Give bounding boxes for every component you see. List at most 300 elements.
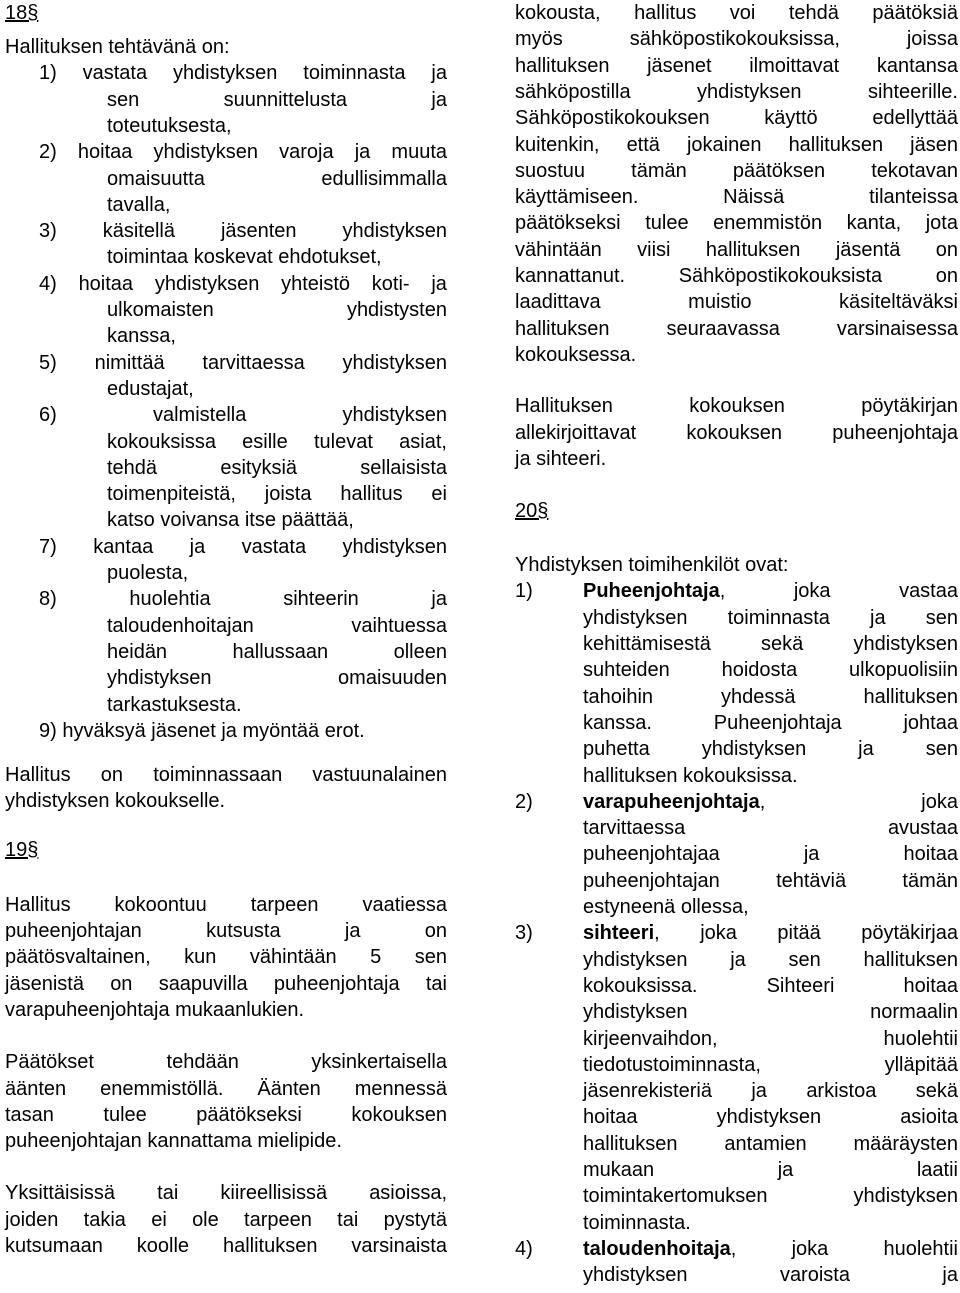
paragraph-line (5, 1180, 447, 1206)
list-item-line (39, 586, 447, 612)
word: yhdistyksen (583, 1001, 688, 1024)
word: käyttämiseen. (515, 186, 639, 209)
word: kokouksissa. (583, 974, 698, 997)
word: kokouksen (686, 421, 783, 444)
list-item-line (39, 534, 447, 560)
word: tehdä (107, 456, 158, 479)
officer-number: 2) (515, 790, 533, 813)
word: takia (83, 1208, 126, 1231)
word: ole (192, 1208, 219, 1231)
list-item-line (39, 218, 447, 244)
section-heading: 19§ (5, 838, 39, 861)
list-item-line (39, 271, 447, 297)
officer-number: 1) (515, 580, 533, 603)
officer-description-line (583, 973, 958, 999)
word: yhdistysten (346, 299, 447, 321)
word: yksinkertaisella (311, 1051, 447, 1074)
word: suhteiden (583, 659, 670, 682)
word: yhdistyksen (583, 606, 688, 629)
word: yhdistyksen (583, 1264, 688, 1287)
word: laadittava (515, 291, 601, 314)
word: valmistella (152, 404, 247, 427)
officer-description-line (583, 1131, 958, 1157)
word: tämän (902, 869, 958, 892)
paragraph-line (515, 184, 958, 210)
word: normaalin (870, 1001, 958, 1024)
word: Sihteeri (766, 974, 835, 997)
officer-description-line (583, 605, 958, 631)
officer-description-line (583, 710, 958, 736)
word: 8) (39, 588, 57, 611)
word: päätöksen (732, 159, 826, 182)
word: yhdistyksen (697, 80, 802, 103)
word: olleen (393, 640, 447, 663)
paragraph-line (515, 79, 958, 105)
officer-title-group (583, 789, 765, 815)
paragraph-line (515, 420, 958, 446)
word: yhdistyksen (172, 62, 278, 85)
word: omaisuutta (107, 167, 205, 190)
word: joista (264, 483, 312, 506)
officer-title-group (583, 920, 660, 946)
paragraph-line (515, 393, 958, 419)
word: toiminnassaan (153, 764, 283, 787)
word: kokoontuu (114, 893, 207, 916)
word: suostuu (515, 159, 586, 182)
word: hoitaa (583, 1106, 638, 1129)
word: yhdistyksen (107, 667, 212, 690)
word: yhdistyksen (716, 1106, 822, 1129)
word: ja (870, 606, 886, 629)
word: kutsumaan (5, 1235, 103, 1257)
list-item-line (107, 455, 447, 481)
paragraph-line (5, 1102, 447, 1128)
word: koti- (371, 272, 410, 295)
officer-first-line (515, 1236, 958, 1262)
word: on (935, 238, 958, 261)
word: Päätökset (5, 1051, 94, 1074)
officer-description-line (583, 631, 958, 657)
word: tai (157, 1182, 179, 1205)
word: hallituksen (515, 317, 610, 340)
paragraph-line (5, 944, 447, 970)
word: on (100, 764, 124, 787)
paragraph-line (5, 1076, 447, 1102)
word: ja (751, 1080, 767, 1103)
word: yhdessä (721, 685, 796, 708)
word: huolehtii (883, 1027, 958, 1050)
word: vastuunalainen (312, 764, 447, 787)
word: kanssa. (583, 711, 652, 734)
word: kokouksen (689, 395, 785, 418)
word: taloudenhoitajan (107, 614, 254, 637)
officer-number: 3) (515, 922, 533, 945)
word: on (424, 920, 447, 942)
paragraph-line (515, 132, 958, 158)
section-heading: 18§ (5, 2, 39, 24)
paragraph-line (515, 26, 958, 52)
list-item-line: toteutuksesta, (107, 114, 232, 137)
list-item-line: puolesta, (107, 562, 189, 584)
paragraph-line (5, 971, 447, 997)
officer-description-line (583, 841, 958, 867)
word: Sähköpostikokouksista (678, 265, 883, 287)
officer-title-line (583, 1236, 958, 1262)
paragraph-line (515, 289, 958, 315)
word: tehtäviä (776, 869, 847, 892)
word: vaatiessa (362, 893, 447, 916)
word: kokouksissa (107, 430, 216, 453)
word: hallituksen (222, 1235, 318, 1257)
word: tai (425, 972, 447, 995)
word: allekirjoittavat (515, 421, 637, 444)
word: sen (925, 738, 958, 761)
officer-title: sihteeri (583, 922, 655, 945)
paragraph-line: ja sihteeri. (515, 447, 607, 470)
word: kantansa (876, 54, 958, 77)
word: saapuvilla (158, 972, 248, 995)
officer-description-line (583, 947, 958, 973)
word: Puheenjohtaja (713, 711, 842, 734)
word: kanta, (846, 212, 902, 235)
list-item-line (107, 481, 447, 507)
officer-title-line (583, 578, 958, 604)
word: puheenjohtajan (5, 920, 142, 942)
word: Äänten (257, 1077, 321, 1100)
word: yhdistyksen (153, 141, 259, 164)
word: joka (793, 580, 831, 603)
word: varoista (779, 1264, 850, 1287)
list-item-line (39, 350, 447, 376)
word: viisi (637, 238, 671, 261)
word: on (935, 265, 958, 287)
officer-description-line (583, 868, 958, 894)
list-item-line: kanssa, (107, 325, 176, 348)
list-item-line: tarkastuksesta. (107, 693, 242, 716)
paragraph-line (515, 105, 958, 131)
officer-description-line (583, 1262, 958, 1288)
word: pystytä (383, 1208, 447, 1231)
word: 5 (370, 946, 382, 969)
officer-description-line (583, 1157, 958, 1183)
paragraph-line (515, 237, 958, 263)
word: Yksittäisissä (5, 1182, 116, 1205)
officer-description-line: toiminnasta. (583, 1211, 691, 1234)
word: sen (788, 948, 821, 971)
word: varsinaista (351, 1235, 447, 1257)
word: puheenjohtaja (273, 972, 400, 995)
word: sähköpostikokouksissa, (629, 28, 840, 51)
word: vähintään (515, 238, 602, 261)
word: hallituksen (583, 1132, 678, 1155)
list-item-line (107, 429, 447, 455)
word: jäsentä (835, 238, 901, 261)
word: puheenjohtaja (832, 421, 958, 444)
list-item-line (107, 639, 447, 665)
word: kantaa (93, 535, 154, 558)
paragraph-line: kokouksessa. (515, 343, 637, 366)
word: huolehtia (129, 588, 211, 611)
word: toimenpiteistä, (107, 483, 236, 506)
word: yhdistyksen (342, 404, 447, 427)
officer-description-line (583, 1078, 958, 1104)
word: tiedotustoiminnasta, (583, 1053, 761, 1076)
list-item-line: edustajat, (107, 377, 194, 400)
list-item-line (107, 613, 447, 639)
word: esille (242, 430, 288, 453)
paragraph-line: varapuheenjohtaja mukaanlukien. (5, 998, 305, 1021)
word: varoja (279, 141, 334, 164)
word: edullisimmalla (321, 167, 447, 190)
word: toiminnasta (727, 606, 830, 629)
word: jäsenrekisteriä (583, 1080, 712, 1103)
word: käyttö (764, 107, 818, 130)
word: kun (184, 946, 217, 969)
word: sekä (761, 633, 804, 655)
word: ulkomaisten (107, 299, 214, 321)
word: tarpeen (250, 893, 319, 916)
word: sellaisista (360, 456, 447, 479)
word: tarvittaessa (202, 351, 305, 374)
paragraph-line: Yhdistyksen toimihenkilöt ovat: (515, 554, 789, 577)
word: hallituksen (788, 133, 884, 156)
officer-title: varapuheenjohtaja (583, 790, 760, 813)
word: yhdistyksen (853, 633, 958, 655)
word: 1) (39, 62, 57, 85)
word: kehittämisestä (583, 633, 711, 655)
word: tarpeen (244, 1208, 312, 1231)
word: tehdään (166, 1051, 239, 1074)
word: yhteistö (281, 272, 351, 295)
word: kiireellisissä (220, 1182, 328, 1205)
word: ulkopuolisiin (849, 659, 958, 682)
officer-description-line (583, 1026, 958, 1052)
word: yhdistyksen (154, 272, 260, 295)
paragraph-line (515, 263, 958, 289)
word: kutsusta (206, 920, 281, 942)
word: ja (344, 920, 361, 942)
officer-title: Puheenjohtaja (583, 580, 720, 603)
word: sihteerille. (867, 80, 958, 103)
word: puheenjohtajaa (583, 843, 720, 866)
word: edellyttää (872, 107, 958, 130)
word: hallitus (340, 483, 403, 506)
word: tämän (631, 159, 687, 182)
word: joka (791, 1237, 829, 1260)
word: toiminnasta (303, 62, 406, 85)
word: kuitenkin, (515, 133, 600, 156)
word: koolle (136, 1235, 190, 1257)
punctuation: , (719, 580, 726, 603)
word: hoitaa (78, 272, 134, 295)
word: voi (729, 2, 756, 24)
word: vaihtuessa (351, 614, 447, 637)
word: esityksiä (220, 456, 298, 479)
paragraph-line (5, 1207, 447, 1233)
punctuation: , (730, 1237, 737, 1260)
word: asioita (900, 1106, 958, 1129)
paragraph-line (5, 1233, 447, 1259)
word: puhetta (583, 738, 650, 761)
word: vähintään (249, 946, 337, 969)
word: heidän (107, 640, 168, 663)
word: pöytäkirjaa (861, 922, 958, 945)
word: jäsenet (647, 54, 712, 77)
word: 4) (39, 272, 57, 295)
list-item-line (39, 402, 447, 428)
word: pöytäkirjan (861, 395, 958, 418)
word: hoitaa (77, 141, 133, 164)
word: johtaa (903, 711, 958, 734)
list-item-line: toimintaa koskevat ehdotukset, (107, 246, 382, 269)
word: hallituksen (515, 54, 610, 77)
word: laatii (916, 1159, 958, 1181)
list-item-line (107, 87, 447, 113)
officer-title: taloudenhoitaja (583, 1237, 731, 1260)
word: hallitus (634, 2, 697, 24)
word: mukaan (583, 1159, 655, 1181)
word: 2) (39, 141, 57, 164)
word: joka (700, 922, 737, 945)
word: ilmoittavat (749, 54, 840, 77)
officer-description-line (583, 1104, 958, 1130)
officer-description-line (583, 657, 958, 683)
word: 5) (39, 351, 57, 374)
list-item-line (39, 60, 447, 86)
officer-title-line (583, 789, 958, 815)
word: yhdistyksen (342, 535, 447, 558)
list-item-line (107, 665, 447, 691)
word: pitää (777, 922, 821, 945)
word: joka (921, 790, 958, 813)
officer-description-line: hallituksen kokouksissa. (583, 764, 798, 787)
paragraph-line: yhdistyksen kokoukselle. (5, 790, 226, 813)
section-heading: 20§ (515, 500, 549, 523)
word: seuraavassa (666, 317, 780, 340)
word: hoidosta (721, 659, 798, 682)
word: asioissa, (369, 1182, 447, 1205)
word: 3) (39, 220, 57, 243)
word: että (626, 133, 660, 156)
officer-description-line (583, 684, 958, 710)
word: muistio (688, 291, 752, 314)
officer-number: 4) (515, 1237, 533, 1260)
word: päätösvaltainen, (5, 946, 151, 969)
word: jota (925, 212, 958, 235)
word: jäsenten (220, 220, 297, 243)
word: muuta (391, 141, 447, 164)
word: Sähköpostikokouksen (515, 107, 710, 130)
word: enemmistön (713, 212, 823, 235)
officer-title-group (583, 578, 725, 604)
paragraph-line (515, 210, 958, 236)
word: kokouksen (351, 1103, 447, 1126)
paragraph-line (5, 1049, 447, 1075)
word: antamien (724, 1132, 807, 1155)
punctuation: , (654, 922, 660, 945)
paragraph-line: puheenjohtajan kannattama mielipide. (5, 1130, 342, 1153)
word: joiden (5, 1208, 59, 1231)
paragraph-line (515, 0, 958, 26)
word: ja (803, 843, 820, 866)
officer-first-line (515, 578, 958, 604)
word: tehdä (788, 2, 839, 24)
word: tasan (5, 1103, 54, 1126)
word: Hallitus (5, 764, 71, 787)
word: ja (730, 948, 746, 971)
word: tulevat (313, 430, 373, 453)
word: jokainen (686, 133, 762, 156)
word: kirjeenvaihdon, (583, 1027, 718, 1050)
word: puheenjohtajan (583, 869, 720, 892)
word: ja (431, 62, 447, 85)
word: Hallituksen (515, 395, 613, 418)
paragraph-line: Hallituksen tehtävänä on: (5, 36, 230, 58)
list-item-line: tavalla, (107, 193, 171, 216)
word: tai (337, 1208, 359, 1231)
word: arkistoa (806, 1080, 877, 1103)
officer-first-line (515, 789, 958, 815)
word: sekä (915, 1080, 958, 1103)
word: ja (431, 88, 447, 111)
punctuation: , (759, 790, 766, 813)
paragraph-line (515, 53, 958, 79)
word: nimittää (94, 351, 165, 374)
word: päätökseksi (196, 1103, 302, 1126)
word: 6) (39, 404, 57, 427)
word: ja (431, 272, 447, 295)
officer-first-line (515, 920, 958, 946)
officer-title-group (583, 1236, 736, 1262)
word: ja (189, 535, 206, 558)
word: hallituksen (705, 238, 801, 261)
word: varsinaisessa (836, 317, 958, 340)
word: ja (777, 1159, 794, 1181)
paragraph-line (515, 316, 958, 342)
officer-description-line (583, 1183, 958, 1209)
word: mennessä (354, 1077, 447, 1100)
word: asiat, (399, 430, 447, 453)
word: tarvittaessa (583, 817, 686, 840)
word: ei (431, 483, 447, 506)
list-item-line (107, 297, 447, 323)
officer-description-line: estyneenä ollessa, (583, 896, 749, 918)
word: kokousta, (515, 2, 601, 24)
word: toimintakertomuksen (583, 1185, 768, 1208)
word: tekotavan (871, 159, 958, 182)
word: Näissä (723, 186, 785, 209)
paragraph-line (5, 918, 447, 944)
word: sen (925, 606, 958, 629)
word: kannattanut. (515, 265, 626, 287)
word: vastata (82, 62, 148, 85)
word: ja (354, 141, 371, 164)
word: 7) (39, 535, 57, 558)
word: huolehtii (883, 1237, 958, 1260)
word: yhdistyksen (853, 1185, 958, 1208)
word: omaisuuden (338, 667, 447, 690)
word: hoitaa (903, 843, 958, 866)
word: suunnittelusta (223, 88, 348, 111)
word: ja (942, 1264, 958, 1287)
word: hallussaan (232, 640, 329, 663)
word: sen (107, 88, 140, 111)
word: enemmistöllä. (100, 1077, 224, 1100)
list-item-line (39, 139, 447, 165)
list-item-line: katso voivansa itse päättää, (107, 509, 354, 532)
word: ja (431, 588, 447, 611)
word: sen (414, 946, 447, 969)
